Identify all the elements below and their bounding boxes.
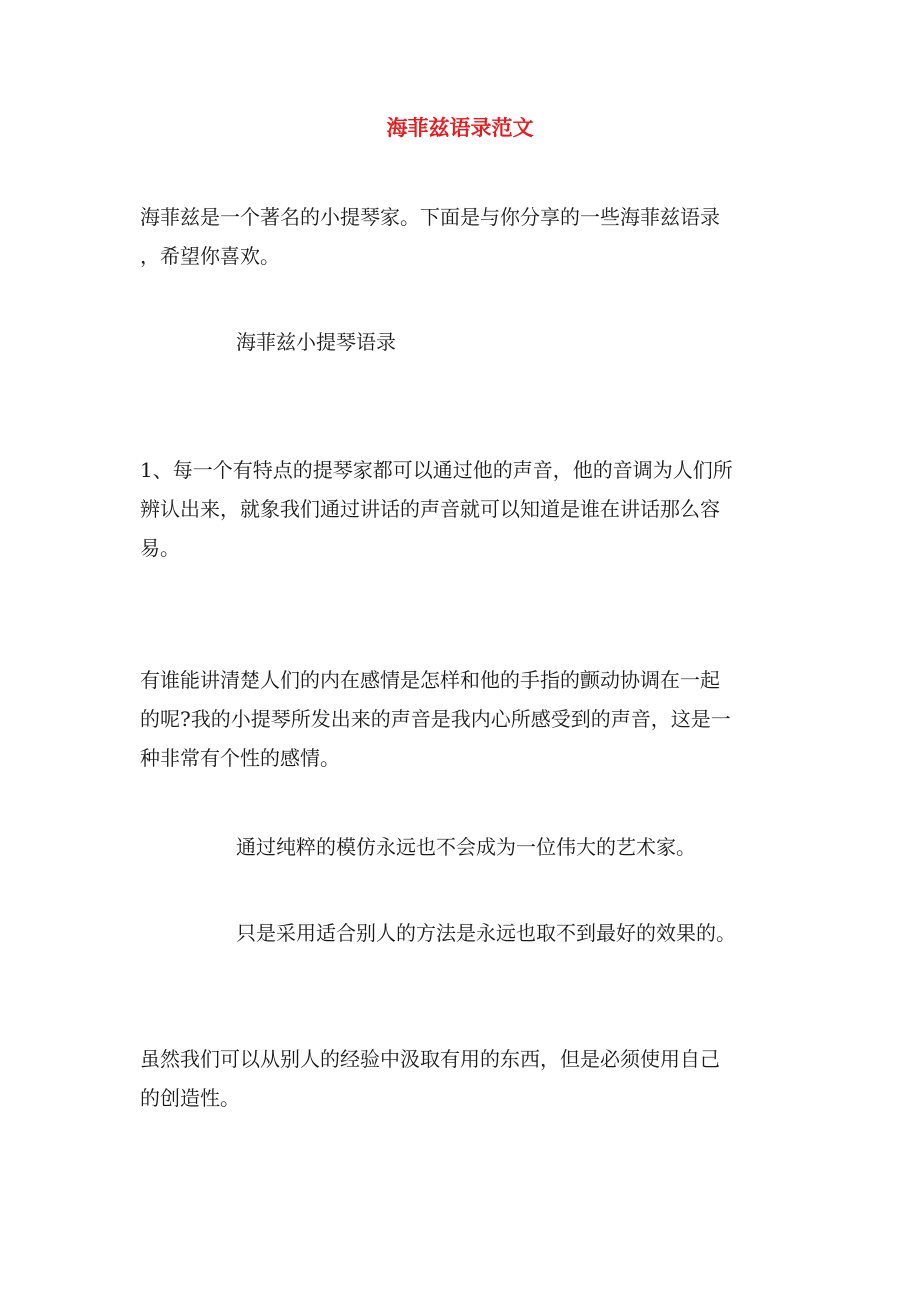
quote-paragraph-4: 只是采用适合别人的方法是永远也取不到最好的效果的。 [236, 921, 736, 945]
section-heading: 海菲兹小提琴语录 [236, 330, 396, 354]
document-title: 海菲兹语录范文 [386, 115, 534, 140]
quote-paragraph-2: 有谁能讲清楚人们的内在感情是怎样和他的手指的颤动协调在一起 的呢?我的小提琴所发出来的声音是我内心所感受到的声音，这是一 种非常有个性的感情。 [140, 668, 731, 770]
quote-paragraph-1: 1、每一个有特点的提琴家都可以通过他的声音，他的音调为人们所 辨认出来，就象我们通过讲话的声音就可以知道是谁在讲话那么容 易。 [140, 458, 733, 560]
intro-paragraph: 海菲兹是一个著名的小提琴家。下面是与你分享的一些海菲兹语录 ，希望你喜欢。 [140, 205, 720, 268]
quote-paragraph-3: 通过纯粹的模仿永远也不会成为一位伟大的艺术家。 [236, 835, 696, 859]
quote-paragraph-5: 虽然我们可以从别人的经验中汲取有用的东西，但是必须使用自己 的创造性。 [140, 1047, 720, 1110]
